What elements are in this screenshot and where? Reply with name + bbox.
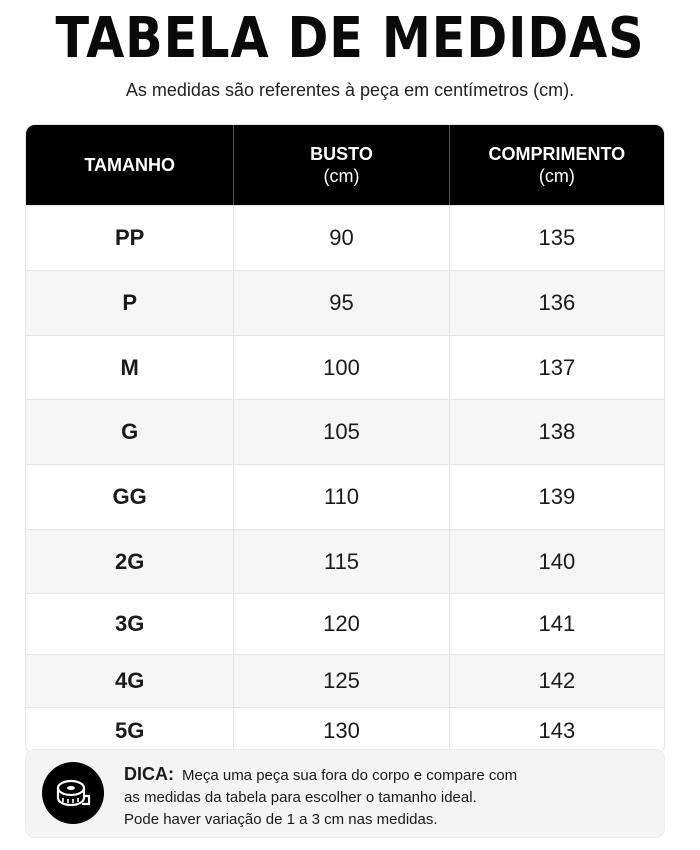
cell-busto: 95 (233, 271, 448, 335)
tip-line-2: as medidas da tabela para escolher o tamanho ideal. (124, 789, 477, 806)
cell-comprimento: 137 (449, 336, 664, 399)
cell-comprimento: 136 (449, 271, 664, 335)
table-body (26, 205, 664, 754)
cell-comprimento: 135 (449, 206, 664, 270)
cell-busto: 110 (233, 465, 448, 529)
cell-busto: 105 (233, 400, 448, 464)
page-title: TABELA DE MEDIDAS (55, 6, 645, 71)
cell-tamanho: PP (114, 225, 145, 250)
table-row (26, 654, 664, 707)
cell-comprimento: 142 (449, 655, 664, 707)
header-unit: (cm) (323, 166, 360, 186)
cell-tamanho: 3G (114, 611, 145, 636)
tip-box (25, 749, 665, 838)
cell-comprimento: 143 (449, 708, 664, 754)
cell-comprimento: 138 (449, 400, 664, 464)
table-row (26, 335, 664, 399)
table-row (26, 707, 664, 754)
cell-tamanho: 4G (114, 668, 145, 693)
header-label: TAMANHO (84, 155, 175, 175)
cell-tamanho: GG (112, 484, 147, 509)
tip-line-3: Pode haver variação de 1 a 3 cm nas medidas. (124, 811, 438, 828)
table-row (26, 593, 664, 654)
cell-comprimento: 139 (449, 465, 664, 529)
header-busto (233, 125, 448, 205)
size-table (25, 124, 665, 755)
cell-busto: 130 (233, 708, 448, 754)
page-subtitle: As medidas são referentes à peça em centímetros (cm). (125, 80, 575, 100)
cell-tamanho: G (121, 419, 139, 444)
cell-busto: 90 (233, 206, 448, 270)
cell-comprimento: 141 (449, 594, 664, 654)
header-unit: (cm) (538, 166, 575, 186)
table-header (26, 125, 664, 205)
header-tamanho (26, 125, 233, 205)
table-row (26, 399, 664, 464)
measuring-tape-icon (42, 762, 104, 824)
cell-busto: 120 (233, 594, 448, 654)
cell-tamanho: 2G (114, 548, 145, 574)
cell-tamanho: 5G (114, 718, 145, 743)
header-label: COMPRIMENTO (488, 144, 626, 164)
table-row (26, 464, 664, 529)
header-label: BUSTO (310, 144, 373, 164)
table-row (26, 270, 664, 335)
table-row (26, 205, 664, 270)
header-comprimento (449, 125, 664, 205)
table-row (26, 529, 664, 593)
cell-comprimento: 140 (449, 530, 664, 593)
cell-tamanho: P (122, 290, 138, 315)
cell-busto: 115 (233, 530, 448, 593)
cell-busto: 100 (233, 336, 448, 399)
cell-tamanho: M (120, 354, 139, 380)
tip-text (124, 763, 654, 831)
tip-line-1: Meça uma peça sua fora do corpo e compare com (182, 767, 518, 784)
tip-label: DICA: (124, 764, 174, 784)
cell-busto: 125 (233, 655, 448, 707)
